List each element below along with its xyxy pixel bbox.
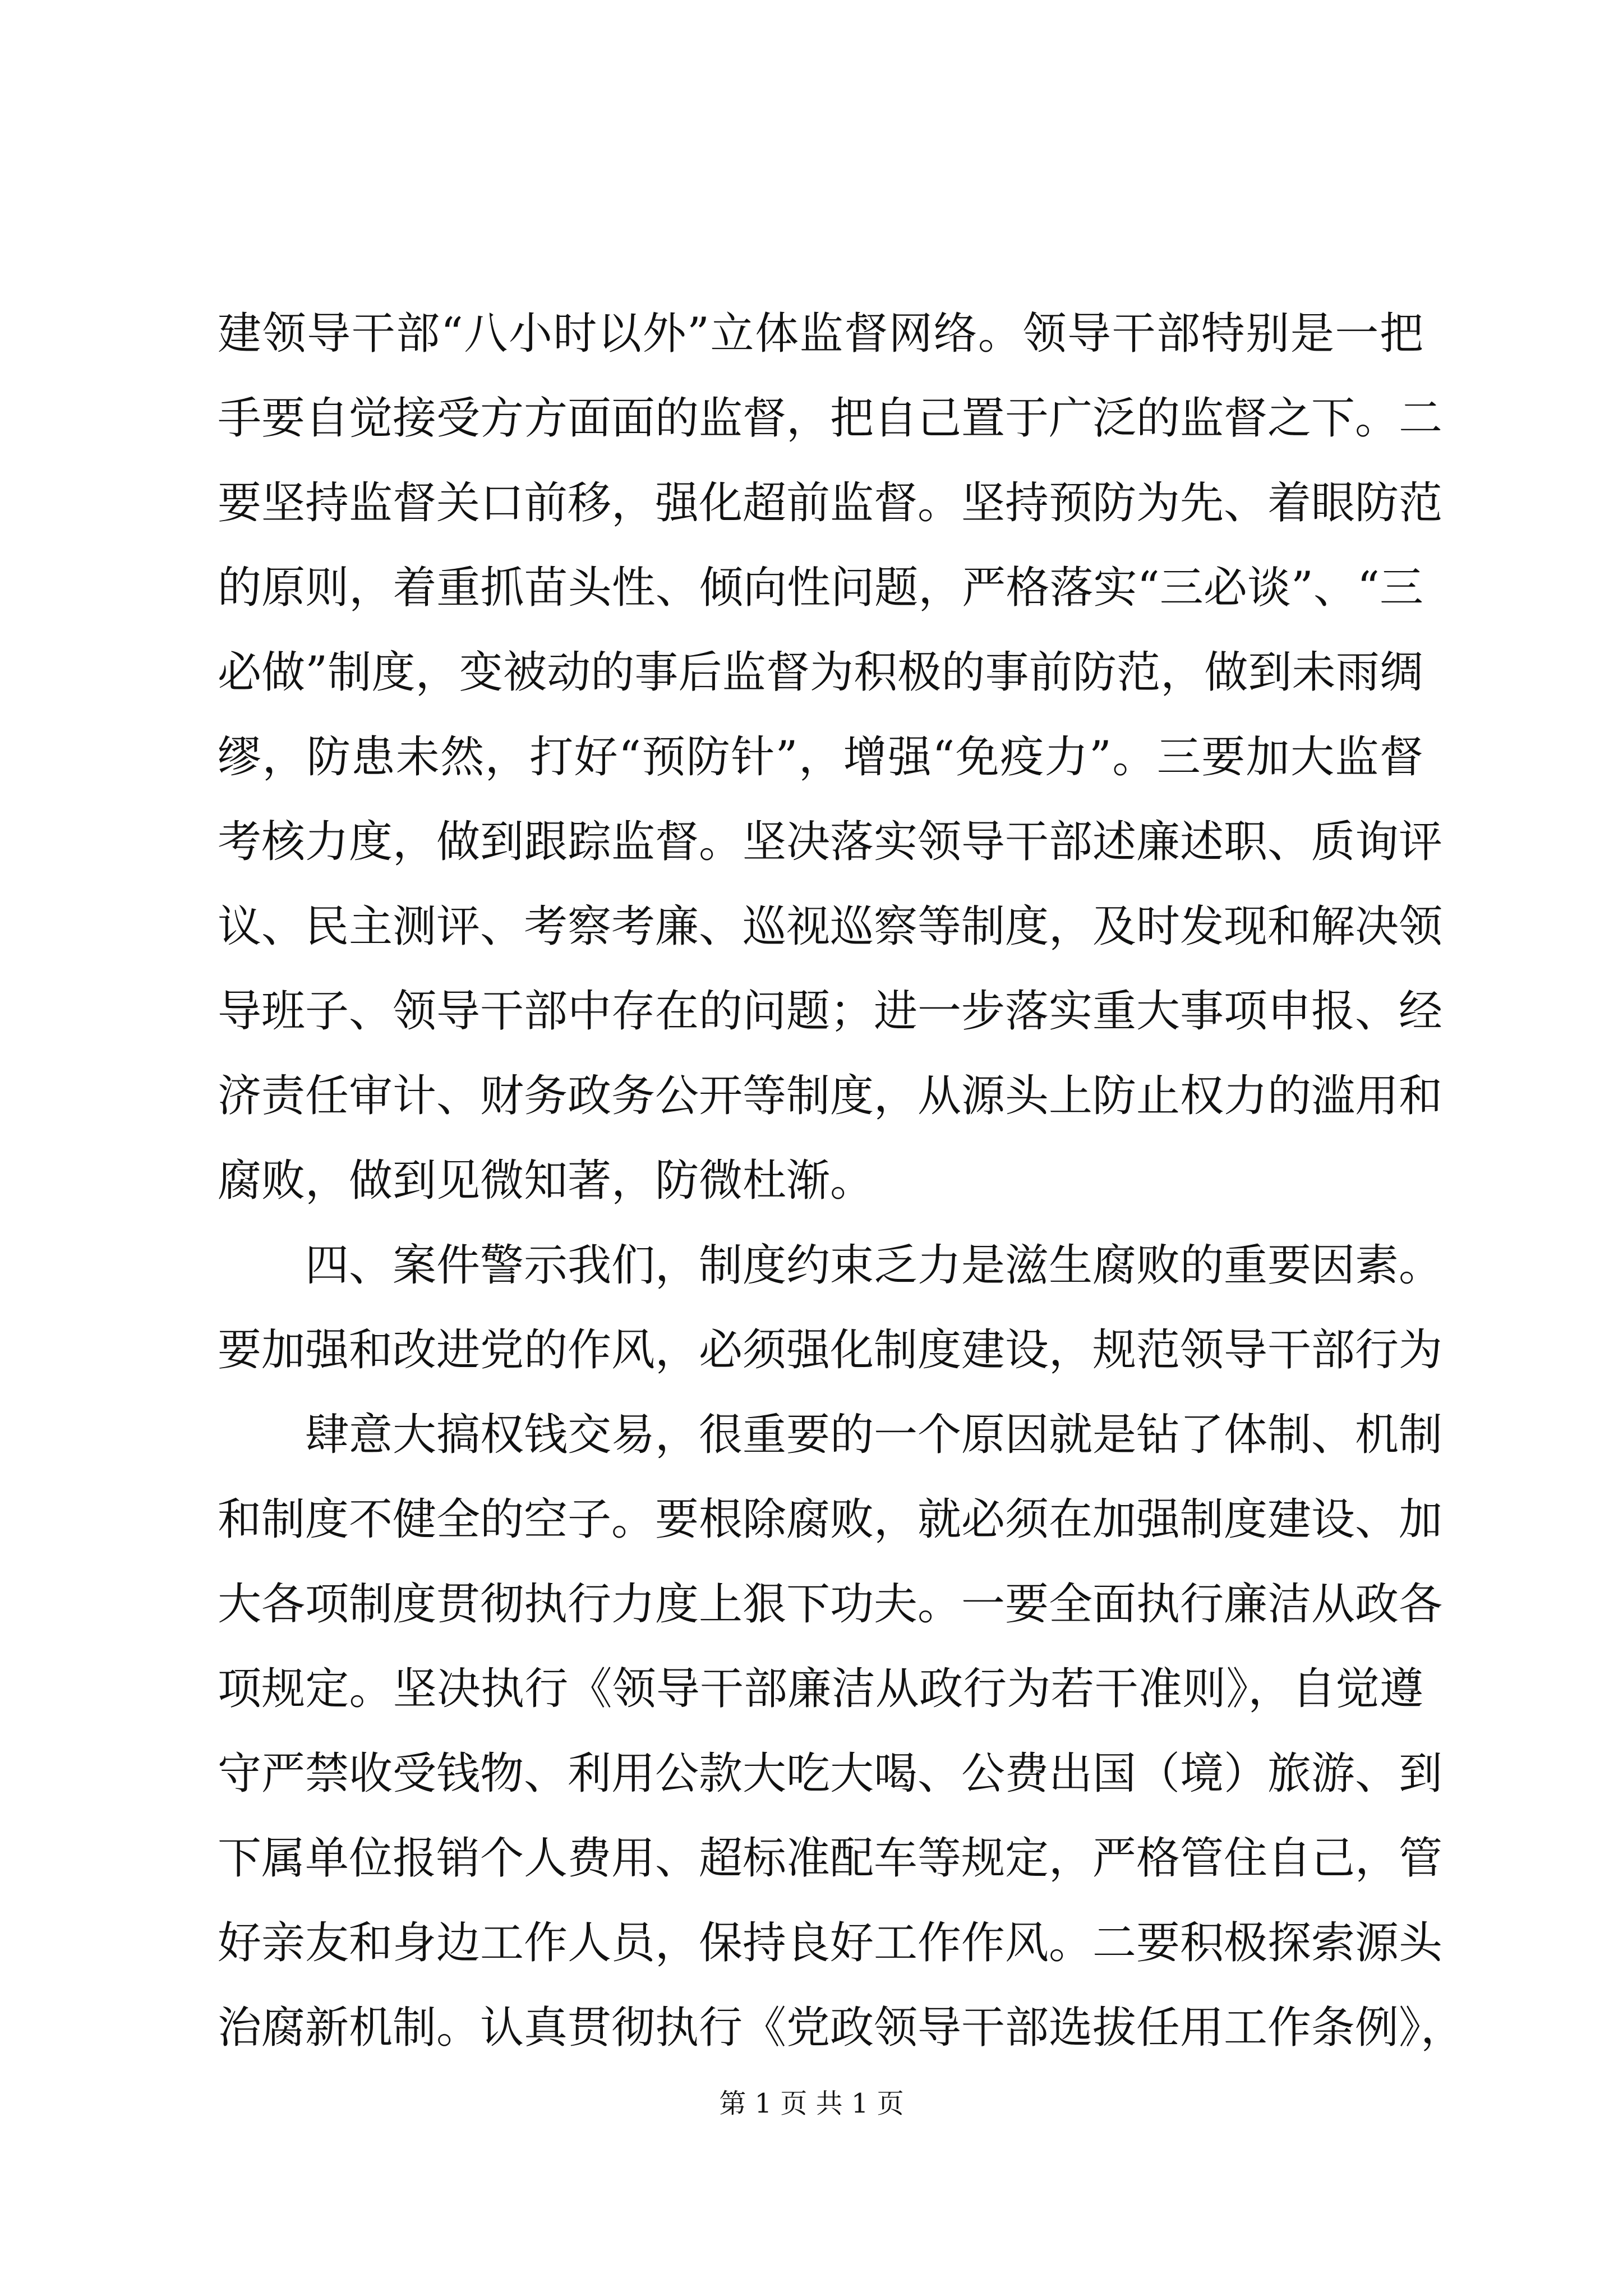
text-line: 和制度不健全的空子。要根除腐败，就必须在加强制度建设、加 — [218, 1494, 1443, 1545]
text-line: 肆意大搞权钱交易，很重要的一个原因就是钻了体制、机制 — [305, 1410, 1443, 1460]
text-line: 建领导干部“八小时以外”立体监督网络。领导干部特别是一把 — [218, 309, 1423, 359]
text-line: 治腐新机制。认真贯彻执行《党政领导干部选拔任用工作条例》， — [218, 2003, 1465, 2053]
document-body — [218, 292, 1465, 2070]
text-line: 大各项制度贯彻执行力度上狠下功夫。一要全面执行廉洁从政各 — [218, 1579, 1443, 1630]
text-line: 项规定。坚决执行《领导干部廉洁从政行为若干准则》，自觉遵 — [218, 1664, 1423, 1714]
text-line: 缪，防患未然，打好“预防针”，增强“免疫力”。三要加大监督 — [218, 732, 1423, 783]
text-line: 下属单位报销个人费用、超标准配车等规定，严格管住自己，管 — [218, 1833, 1443, 1884]
text-line: 济责任审计、财务政务公开等制度，从源头上防止权力的滥用和 — [218, 1071, 1443, 1121]
text-line: 腐败，做到见微知著，防微杜渐。 — [218, 1156, 874, 1206]
text-line: 守严禁收受钱物、利用公款大吃大喝、公费出国（境）旅游、到 — [218, 1749, 1443, 1799]
text-line: 导班子、领导干部中存在的问题；进一步落实重大事项申报、经 — [218, 986, 1443, 1037]
page-number-label: 第 1 页 共 1 页 — [719, 2088, 904, 2119]
section-heading-line: 要加强和改进党的作风，必须强化制度建设，规范领导干部行为 — [218, 1325, 1443, 1375]
text-line: 必做”制度，变被动的事后监督为积极的事前防范，做到未雨绸 — [218, 647, 1423, 698]
text-line: 的原则，着重抓苗头性、倾向性问题，严格落实“三必谈”、“三 — [218, 563, 1423, 613]
text-line: 好亲友和身边工作人员，保持良好工作作风。二要积极探索源头 — [218, 1918, 1443, 1968]
text-line: 议、民主测评、考察考廉、巡视巡察等制度，及时发现和解决领 — [218, 901, 1443, 952]
text-line: 要坚持监督关口前移，强化超前监督。坚持预防为先、着眼防范 — [218, 478, 1443, 528]
text-line: 手要自觉接受方方面面的监督，把自己置于广泛的监督之下。二 — [218, 393, 1443, 444]
page-footer — [0, 2087, 1623, 2120]
section-heading-line: 四、案件警示我们，制度约束乏力是滋生腐败的重要因素。 — [305, 1240, 1443, 1291]
text-line: 考核力度，做到跟踪监督。坚决落实领导干部述廉述职、质询评 — [218, 817, 1443, 867]
